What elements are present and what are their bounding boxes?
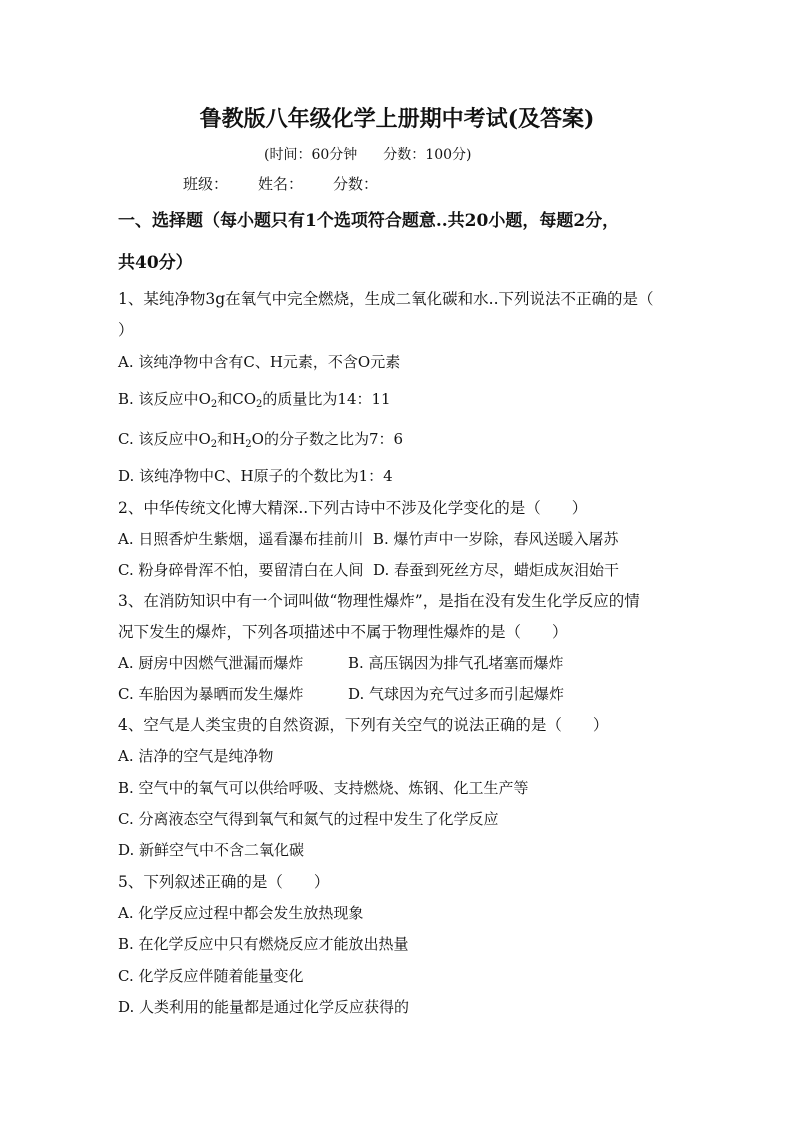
q1-b-suffix: 的质量比为14：11 <box>262 390 391 408</box>
name-label: 姓名： <box>258 175 304 193</box>
q4-option-a: A. 洁净的空气是纯净物 <box>118 747 274 765</box>
exam-score: 分数：100分) <box>383 147 472 163</box>
q4-option-b: B. 空气中的氧气可以供给呼吸、支持燃烧、炼钢、化工生产等 <box>118 779 529 797</box>
q1-b-o-sub: 2 <box>210 399 218 410</box>
q1-c-and: 和 <box>217 430 233 448</box>
q2-option-a: A. 日照香炉生紫烟，遥看瀑布挂前川 <box>118 530 364 548</box>
q1-stem-line2: ） <box>118 321 134 339</box>
q1-option-c <box>118 429 403 455</box>
q1-option-d: D. 该纯净物中C、H原子的个数比为1：4 <box>118 467 393 485</box>
q1-c-h-o: O <box>251 430 264 448</box>
q1-option-a: A. 该纯净物中含有C、H元素，不含O元素 <box>118 353 401 371</box>
q5-option-c: C. 化学反应伴随着能量变化 <box>118 967 304 985</box>
q3-options-row2 <box>118 684 564 704</box>
q4-option-d: D. 新鲜空气中不含二氧化碳 <box>118 841 305 859</box>
q3-option-a: A. 厨房中因燃气泄漏而爆炸 <box>118 654 304 672</box>
q1-b-o: O <box>198 390 211 408</box>
q3-option-c: C. 车胎因为暴晒而发生爆炸 <box>118 685 304 703</box>
q5-option-b: B. 在化学反应中只有燃烧反应才能放出热量 <box>118 935 409 953</box>
exam-meta <box>264 145 471 165</box>
q1-stem-line1: 1、某纯净物3g在氧气中完全燃烧，生成二氧化碳和水..下列说法不正确的是（ <box>118 290 654 308</box>
q3-option-b: B. 高压锅因为排气孔堵塞而爆炸 <box>348 654 564 672</box>
q2-stem: 2、中华传统文化博大精深..下列古诗中不涉及化学变化的是（ ） <box>118 499 588 517</box>
document-title: 鲁教版八年级化学上册期中考试(及答案) <box>199 106 595 132</box>
q2-options-row2 <box>118 560 619 580</box>
class-label: 班级： <box>183 175 229 193</box>
q1-c-o-sub: 2 <box>210 439 218 450</box>
q2-option-d: D. 春蚕到死丝方尽，蜡炬成灰泪始干 <box>373 561 620 579</box>
exam-time: (时间：60分钟 <box>264 147 358 163</box>
q1-b-prefix: B. 该反应中 <box>118 390 199 408</box>
q4-stem: 4、空气是人类宝贵的自然资源，下列有关空气的说法正确的是（ ） <box>118 716 609 734</box>
q3-option-d: D. 气球因为充气过多而引起爆炸 <box>348 685 565 703</box>
q1-c-h-sub: 2 <box>245 439 252 450</box>
q5-option-d: D. 人类利用的能量都是通过化学反应获得的 <box>118 998 410 1016</box>
q2-option-c: C. 粉身碎骨浑不怕，要留清白在人间 <box>118 561 364 579</box>
q1-b-and: 和 <box>217 390 233 408</box>
q1-b-co: CO <box>232 390 257 408</box>
q3-stem-line2: 况下发生的爆炸，下列各项描述中不属于物理性爆炸的是（ ） <box>118 623 568 641</box>
score-label: 分数： <box>333 175 379 193</box>
q3-stem-line1: 3、在消防知识中有一个词叫做“物理性爆炸”，是指在没有发生化学反应的情 <box>118 592 640 610</box>
student-info-line <box>183 174 408 194</box>
q5-stem: 5、下列叙述正确的是（ ） <box>118 873 330 891</box>
section-heading-line2: 共40分） <box>118 253 193 273</box>
q1-c-suffix: 的分子数之比为7：6 <box>263 430 404 448</box>
q2-option-b: B. 爆竹声中一岁除，春风送暖入屠苏 <box>372 530 619 548</box>
q1-c-h: H <box>232 430 246 448</box>
section-heading-line1: 一、选择题（每小题只有1个选项符合题意..共20小题，每题2分， <box>118 211 620 231</box>
q3-options-row1 <box>118 653 564 673</box>
q1-c-o: O <box>198 430 211 448</box>
q1-b-co-sub: 2 <box>256 399 263 410</box>
q2-options-row1 <box>118 529 618 549</box>
q1-option-b <box>118 389 391 415</box>
q1-c-prefix: C. 该反应中 <box>118 430 199 448</box>
q5-option-a: A. 化学反应过程中都会发生放热现象 <box>118 904 364 922</box>
q4-option-c: C. 分离液态空气得到氧气和氮气的过程中发生了化学反应 <box>118 810 499 828</box>
